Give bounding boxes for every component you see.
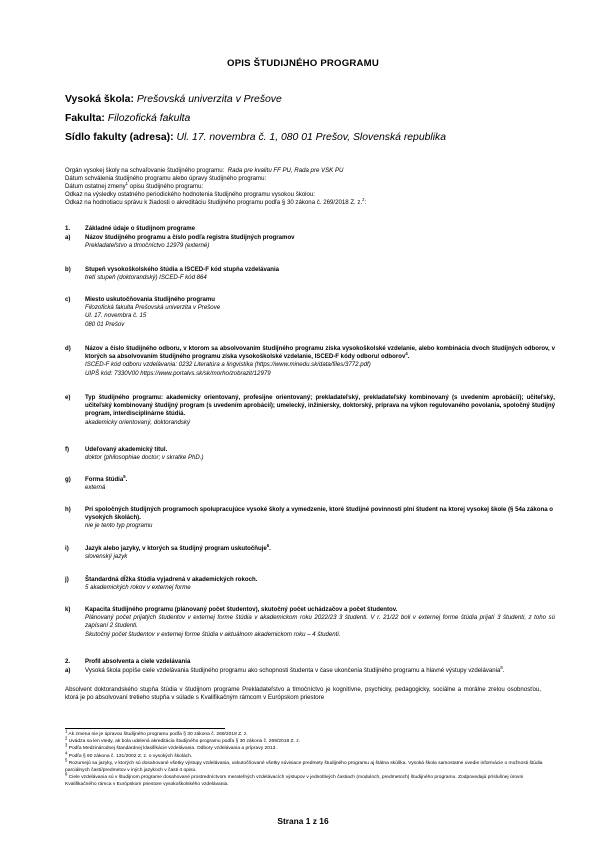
- graduate-profile-paragraph: Absolvent doktorandského stupňa štúdia v študijnom programe Prekladateľstvo a tlmočníctvo je kognitívne, psychicky, pedagogicky, sociálne a morálne zrelou osobnosťou, ktorá je po absolvovaní tretieho stupňa v súlade s Kvalifikačným rámcom v Európskom priestore: [65, 686, 541, 702]
- organ-value: Rada pre kvalitu FF PU, Rada pre VSK PU: [227, 167, 344, 174]
- footnote: $^2$ Uvádza sa len vtedy, ak bola udelená akreditácia študijného programu podľa § 30 zákona č. 269/2018 Z. z.: [65, 735, 301, 745]
- footnote-separator: [65, 728, 225, 729]
- seat-value: Ul. 17. novembra č. 1, 080 01 Prešov, Slovenská republika: [176, 132, 446, 143]
- page-number: Strana 1 z 16: [277, 816, 329, 826]
- school-label: Vysoká škola:: [65, 94, 134, 105]
- footnote: $^1$ Ak zmena nie je úpravou študijného programu podľa § 30 zákona č. 269/2018 Z. z.: [65, 728, 248, 737]
- item-b: b) Stupeň vysokoškolského štúdia a ISCED-F kód stupňa vzdelávania tretí stupeň (doktorandský) ISCED-F kód 864: [65, 266, 280, 282]
- footnote: $^5$ Rozumejú sa jazyky, v ktorých sú dosahované všetky výstupy vzdelávania, uskutočňované všetky súvisiace predmety študijného programu aj štátna skúška. Vysoká škola samostatne uvedie informácie o možnosti štúdia parciálnych častí/predmetov v iných jazykoch v časti 4 opisu.: [65, 757, 543, 774]
- agency-review-label: Odkaz na hodnotiacu správu k žiadosti o akreditáciu študijného programu podľa § 30 zákona č. 269/2018 Z. z.: [65, 199, 363, 207]
- school-value: Prešovská univerzita v Prešove: [136, 94, 282, 105]
- section-1-heading: 1. Základné údaje o študijnom programe: [65, 225, 196, 232]
- section-2-heading: 2. Profil absolventa a ciele vzdelávania: [65, 658, 191, 665]
- item-d: d) Názov a číslo študijného odboru, v ktorom sa absolvovaním študijného programu získa vysokoškolské vzdelanie, alebo kombinácia dvoch študijných odborov, v ktorých sa absolvovaním študijného programu získa vysokoškolské vzdelanie, ISCED-F kódy odboru/ odborov$^4$. ISCED-F kód odboru vzdelávania: 0232 Literatúra a lingvistika (https://www.minedu.sk/data/files/3772.pdf) UIPŠ kód: 7330V00 https://www.portalvs.sk/sk/morho/zobrazit/12979: [65, 345, 555, 377]
- item-a: a) Názov študijného programu a číslo podľa registra študijných programov Prekladateľstvo a tlmočníctvo 12979 (externé): [65, 234, 295, 250]
- item-i: i) Jazyk alebo jazyky, v ktorých sa študijný program uskutočňuje$^6$. slovenský jazyk: [65, 542, 271, 561]
- footnotes: [65, 728, 543, 789]
- periodic-review-label: Odkaz na výsledky ostatného periodického hodnotenia študijného programu vysokou školou:: [65, 191, 315, 199]
- faculty-value: Filozofická fakulta: [107, 113, 191, 124]
- seat-line: [65, 132, 446, 143]
- metadata-block: Orgán vysokej školy na schvaľovanie študijného programu: Rada pre kvalitu FF PU, Rada pre VSK PU Dátum schválenia študijného programu alebo úpravy študijného programu: Dátum ostatnej zmeny$^1$ opisu študijného programu: Odkaz na výsledky ostatného periodického hodnotenia študijného programu vysokou školou: Odkaz na hodnotiacu správu k žiadosti o akreditáciu študijného programu podľa § 30 zákona č. 269/2018 Z. z.$^2$:: [65, 167, 555, 207]
- faculty-line: [65, 113, 190, 124]
- item-f: f) Udeľovaný akademický titul. doktor (philosophiae doctor; v skratke PhD.): [65, 446, 204, 462]
- footnote: $^4$ Podľa § 60 zákona č. 131/2002 Z. z. o vysokých školách.: [65, 749, 193, 759]
- item-c: c) Miesto uskutočňovania študijného programu Filozofická fakulta Prešovská univerzita v Prešove Ul. 17. novembra č. 15 080 01 Prešov: [65, 296, 221, 328]
- section-2-item-a: a) Vysoká škola popíše ciele vzdelávania študijného programu ako schopnosti študenta v čase ukončenia študijného programu a hlavné výstupy vzdelávania$^8$.: [65, 664, 505, 674]
- footnote: $^3$ Podľa Medzinárodnej štandardnej klasifikácie vzdelávania. Odbory vzdelávania a prípravy 2013.: [65, 742, 277, 752]
- item-e: e) Typ študijného programu: akademicky orientovaný, profesijne orientovaný; prekladateľský, prekladateľský kombinovaný (s uvedením aprobácií); učiteľský, učiteľský kombinovaný študijný program (s uvedením aprobácií); umelecký, inžiniersky, doktorský, príprava na výkon regulovaného povolania, spoločný študijný program, interdisciplinárne štúdiá. akademicky orientovaný, doktorandský: [65, 394, 555, 426]
- item-g: g) Forma štúdia$^5$. externá: [65, 473, 128, 492]
- approval-date-label: Dátum schválenia študijného programu alebo úpravy študijného programu:: [65, 175, 267, 183]
- school-line: [65, 94, 282, 105]
- document-title: OPIS ŠTUDIJNÉHO PROGRAMU: [227, 58, 379, 69]
- faculty-label: Fakulta:: [65, 113, 105, 124]
- last-change-label: Dátum ostatnej zmeny: [65, 183, 126, 191]
- item-k: k) Kapacita študijného programu (plánovaný počet študentov), skutočný počet uchádzačov a počet študentov. Plánovaný počet prijatých študentov v externej forme štúdia v akademickom roku 2022/23 3 študenti. V r. 21/22 boli v externej forme štúdia prijatí 3 študenti, z toho sú zapísaní 2 študenti. Skutočný počet študentov v externej forme štúdia v aktuálnom akademickom roku – 4 študenti.: [65, 606, 555, 638]
- item-j: j) Štandardná dĺžka štúdia vyjadrená v akademických rokoch. 5 akademických rokov v externej forme: [65, 576, 258, 592]
- footnote: $^6$ Ciele vzdelávania sú v študijnom programe dosahované prostredníctvom merateľných vzdelávacích výstupov v jednotlivých častiach (moduloch, predmetoch) študijného programu. Zodpovedajú príslušnej úrovni Kvalifikačného rámca v Európskom priestore vysokoškolského vzdelávania.: [65, 771, 524, 788]
- seat-label: Sídlo fakulty (adresa):: [65, 132, 174, 143]
- item-h: h) Pri spoločných študijných programoch spolupracujúce vysoké školy a vymedzenie, ktoré študijné povinnosti plní študent na ktorej vysokej škole (§ 54a zákona o vysokých školách). nie je tento typ programu: [65, 506, 553, 530]
- organ-label: Orgán vysokej školy na schvaľovanie študijného programu:: [65, 167, 225, 174]
